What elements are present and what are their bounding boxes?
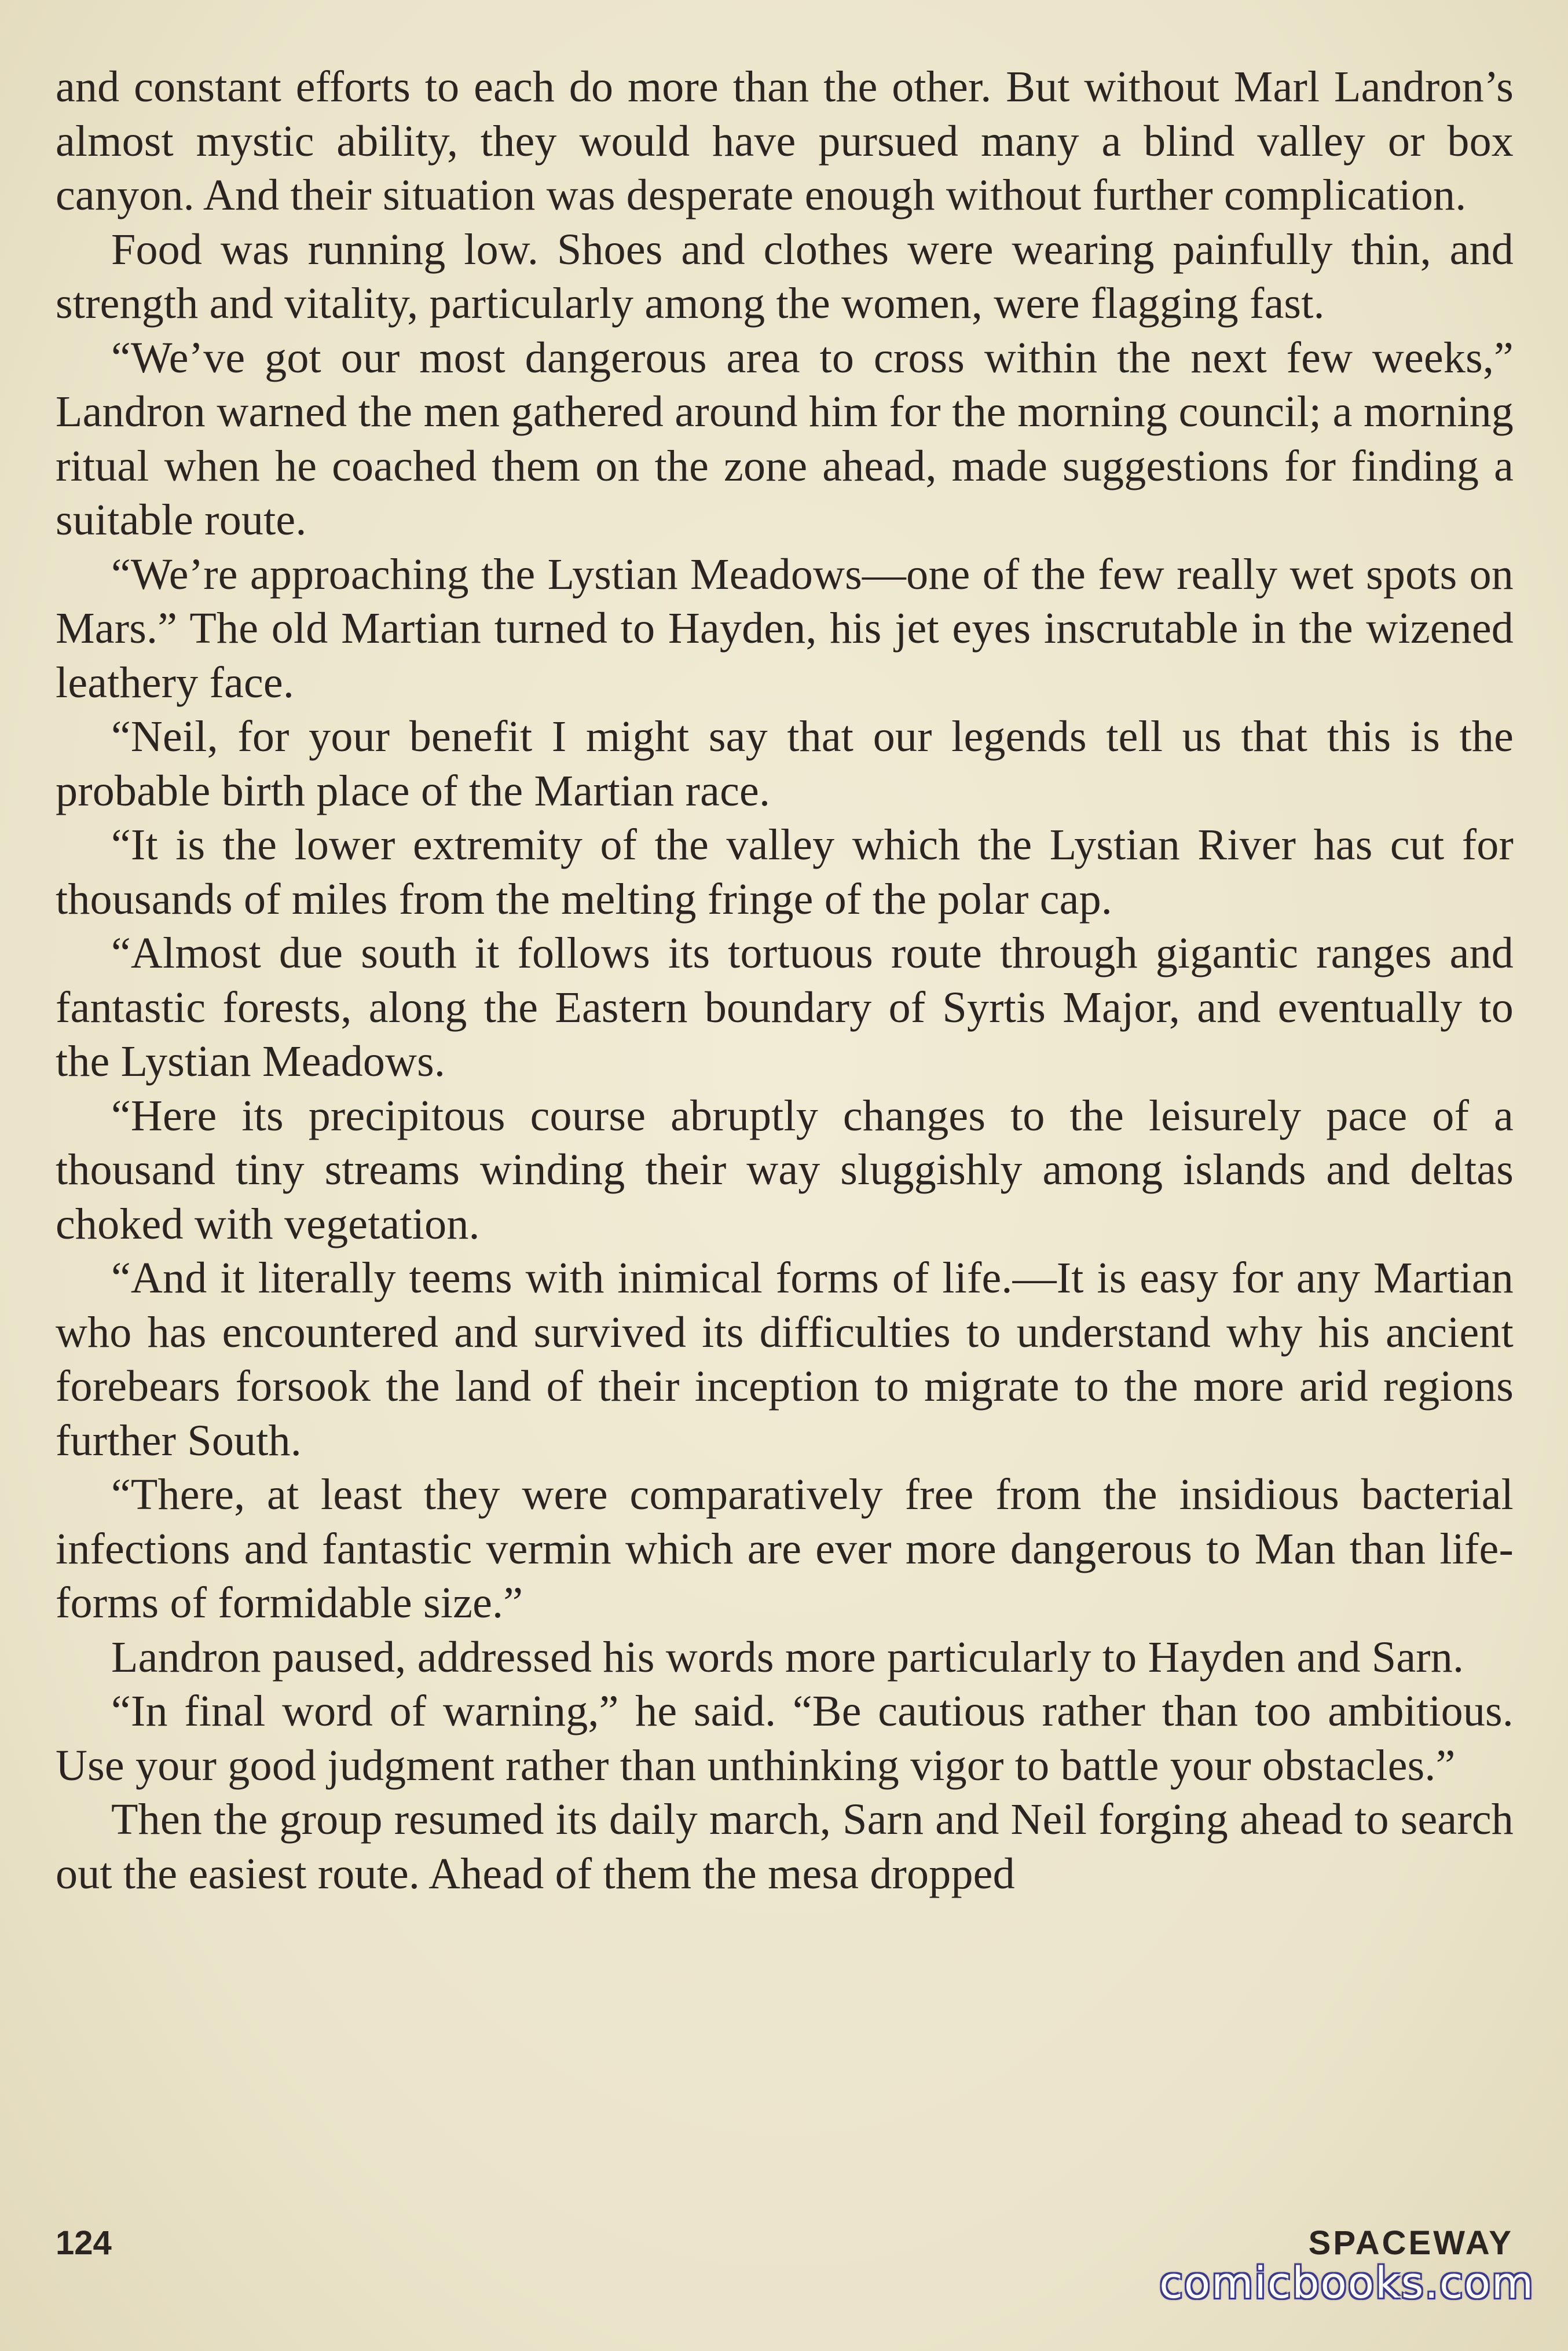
paragraph: “There, at least they were comparatively free from the insidious bacterial infections and fantastic vermin which are ever more dangerous to Man than life-forms of formidable size.”	[56, 1470, 1514, 1627]
paragraph: Food was running low. Shoes and clothes were wearing painfully thin, and strength and vitality, particularly among the women, were flagging fast.	[56, 225, 1514, 328]
paragraph: Landron paused, addressed his words more particularly to Hayden and Sarn.	[111, 1632, 1464, 1682]
paragraph: “In final word of warning,” he said. “Be cautious rather than too ambitious. Use your good judgment rather than unthinking vigor to battle your obstacles.”	[56, 1687, 1514, 1790]
paragraph: and constant efforts to each do more than the other. But without Marl Landron’s almost mystic ability, they would have pursued many a blind valley or box canyon. And their situation was desperate enough without further complication.	[56, 63, 1514, 219]
page-number: 124	[56, 2224, 112, 2262]
paragraph: Then the group resumed its daily march, Sarn and Neil forging ahead to search out the easiest route. Ahead of them the mesa dropped	[56, 1795, 1514, 1898]
site-watermark: comicbooks.com	[1159, 2258, 1534, 2308]
paragraph: “And it literally teems with inimical forms of life.—It is easy for any Martian who has encountered and survived its difficulties to understand why his ancient forebears forsook the land of their inception to migrate to the more arid regions further South.	[56, 1254, 1514, 1465]
paragraph: “We’re approaching the Lystian Meadows—one of the few really wet spots on Mars.” The old Martian turned to Hayden, his jet eyes inscrutable in the wizened leathery face.	[56, 550, 1514, 707]
paragraph: “Neil, for your benefit I might say that our legends tell us that this is the probable birth place of the Martian race.	[56, 712, 1514, 815]
paragraph: “It is the lower extremity of the valley which the Lystian River has cut for thousands of miles from the melting fringe of the polar cap.	[56, 821, 1514, 924]
paragraph: “Here its precipitous course abruptly changes to the leisurely pace of a thousand tiny streams winding their way sluggishly among islands and deltas choked with vegetation.	[56, 1091, 1514, 1248]
running-head: SPACEWAY	[1308, 2224, 1514, 2262]
body-text	[56, 60, 1514, 1901]
paragraph: “We’ve got our most dangerous area to cross within the next few weeks,” Landron warned the men gathered around him for the morning council; a morning ritual when he coached them on the zone ahead, made suggestions for finding a suitable route.	[56, 333, 1514, 544]
paragraph: “Almost due south it follows its tortuous route through gigantic ranges and fantastic forests, along the Eastern boundary of Syrtis Major, and eventually to the Lystian Meadows.	[56, 929, 1514, 1086]
